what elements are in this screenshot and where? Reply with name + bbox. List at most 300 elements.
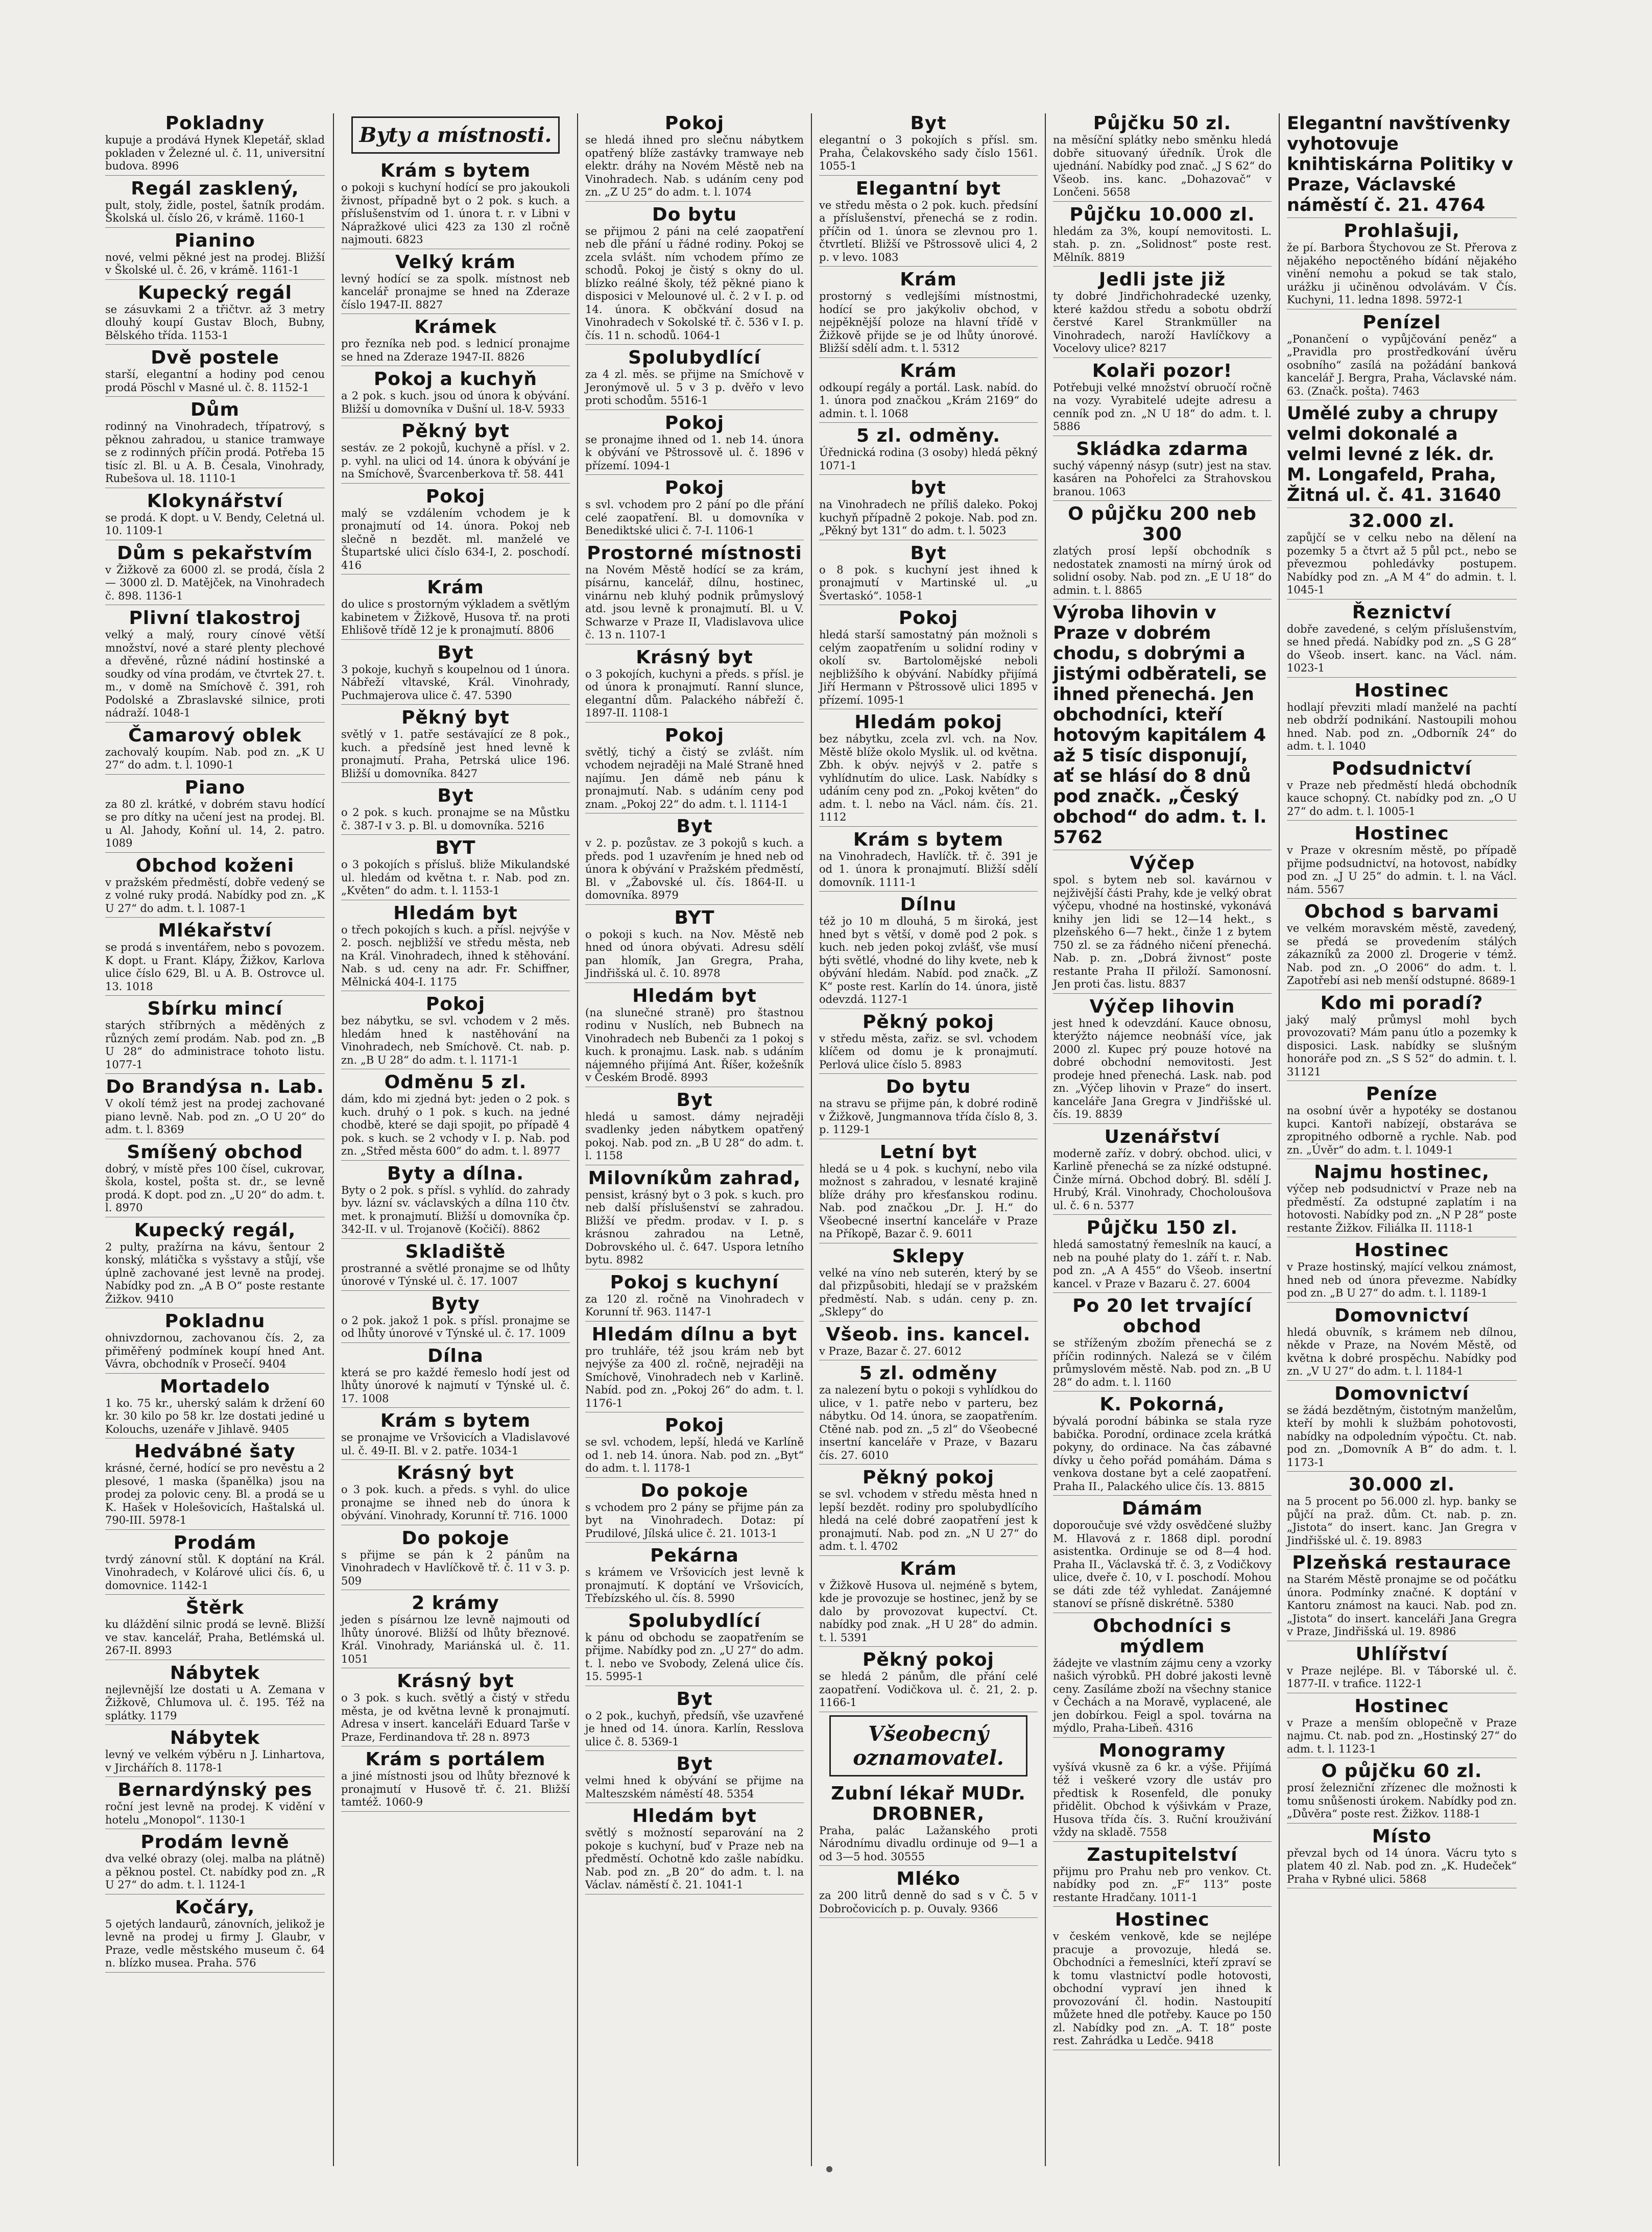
ad-reference-number: 1049-1	[1416, 1143, 1454, 1156]
classified-ad	[105, 856, 325, 918]
classified-ad	[819, 608, 1038, 709]
classified-ad	[585, 817, 804, 905]
ad-text: rodinný na Vinohradech, třípatrový, s pěknou zahradou, u stanice tramwaye se z rodinných příčin prodá. Potřeba 15 tisíc zl. Bl. u A. B. Česala, Vinohrady, Rubešova ul. 18.	[105, 420, 325, 485]
ad-reference-number: 1013-1	[739, 1527, 778, 1540]
classified-ad	[585, 1546, 804, 1608]
ad-body	[105, 420, 325, 486]
ad-reference-number: 1023-1	[1287, 662, 1325, 674]
classified-ad	[1287, 403, 1517, 508]
ad-heading: Spolubydlící	[628, 347, 761, 368]
ad-text: a 2 pok. s kuch. jsou od února k obývání. Bližší u domovníka v Dušní ul. 18-V.	[341, 390, 570, 415]
ad-text: též jo 10 m dlouhá, 5 m široká, jest hned byt s větší, v domě pod 2 pok. s kuch. neb jeden pokoj zvlášť, vše musí býti světlé, vhodné do lihy kvete, neb k obývání hledám. Nabíd. pod značk. „Z K“ poste rest. Karlín do 14. února, jistě odevzdá.	[819, 915, 1038, 1005]
ad-text: malý se vzdálením vchodem je k pronajmutí od 14. února. Pokoj neb slečně n bezdět. ml. manželé ve Štupartské ulici číslo 634-I, 2. poschodí.	[341, 507, 570, 558]
ad-heading: 2 krámy	[412, 1593, 499, 1614]
classified-ad	[1287, 993, 1517, 1082]
ad-text: v Praze neb předměstí hledá obchodník kauce schopný. Ct. nabídky pod zn. „O U 27“ do adm. t. l.	[1287, 779, 1517, 818]
ad-reference-number: 1161-1	[261, 264, 299, 276]
ad-heading: Hledám pokoj	[854, 712, 1002, 733]
classified-ad	[341, 1671, 570, 1746]
ad-body	[1053, 1519, 1272, 1611]
classified-ad	[585, 478, 804, 540]
ad-reference-number: 1011-1	[1160, 1891, 1198, 1904]
column-2	[336, 113, 575, 2166]
ad-body	[1053, 1865, 1272, 1905]
classified-ad	[105, 1533, 325, 1595]
classified-ad	[105, 1898, 325, 1973]
ad-heading: Dílnu	[900, 894, 957, 915]
ad-reference-number: 1184-1	[1425, 1365, 1464, 1377]
ad-text: výčep neb podsudnictví v Praze neb na předměstí. Za odstupné zaplatím i na hotovosti. Nabídky pod zn. „N P 28“ poste restante Žižkov. Filiálka II.	[1287, 1183, 1517, 1234]
ad-heading: Krásný byt	[397, 1462, 514, 1483]
ad-body	[1287, 242, 1517, 307]
ad-reference-number: 1110-1	[199, 472, 237, 485]
ad-body	[341, 806, 570, 832]
ad-reference-number: 1142-1	[171, 1579, 209, 1592]
ad-body	[1287, 701, 1517, 753]
ad-reference-number: 4702	[871, 1540, 898, 1552]
ad-reference-number: 5312	[932, 342, 960, 354]
ad-reference-number: 8689-1	[1478, 974, 1517, 987]
ad-heading: Hledám byt	[632, 1806, 757, 1827]
ad-body	[819, 1889, 1038, 1915]
column-rule	[811, 113, 812, 2166]
ad-heading: Mlékařství	[158, 920, 272, 941]
ad-text: světlý s možností separování na 2 pokoje s kuchyní, buď v Praze neb na předměstí. Ochotně kdo zašle nabídku. Nab. pod zn. „B 20“ do adm. t. l. na Václav. náměstí č. 21.	[585, 1827, 804, 1891]
ad-text: se prodá. K dopt. u V. Bendy, Celetná ul. 10.	[105, 511, 325, 537]
ad-reference-number: 8837	[1158, 978, 1186, 990]
ad-text: Praha, palác Lažanského proti Národnímu divadlu ordinuje od 9—1 a od 3—5 hod.	[819, 1824, 1038, 1863]
ad-heading: Pokladny	[165, 113, 265, 134]
ad-reference-number: 1094-1	[633, 459, 671, 472]
ad-heading: Byt	[910, 113, 947, 134]
ad-reference-number: 1153-1	[190, 329, 229, 342]
ad-body	[1287, 1105, 1517, 1157]
ad-text: starých stříbrných a měděných z různých zemí prodám. Nab. pod zn. „B U 28“ do administrace tohoto listu.	[105, 1019, 325, 1058]
column-rule	[1279, 113, 1280, 2166]
ad-reference-number: 5354	[727, 1787, 754, 1800]
ad-text: o třech pokojích s kuch. a přísl. nejvýše v 2. posch. nejbližší ve středu města, neb na Král. Vinohradech, ihned k stěhování. Nab. s ud. ceny na adr. Fr. Schiffner, Mělnická 404-I.	[341, 923, 570, 988]
ad-reference-number: 1055-1	[819, 160, 857, 172]
ad-reference-number: 8217	[1139, 342, 1167, 354]
column-4	[814, 113, 1043, 2166]
ad-heading: Byt	[676, 1688, 713, 1710]
ad-text: v českém venkově, kde se nejlépe pracuje a provozuje, hledá se. Obchodníci a řemeslníci, kteří zpraví se k tomu vlastnictví podle hotovosti, obchodní vypraví jen ihned k provozování čl. hodin. Nastoupití můžete hned dle potřeby. Kauce po 150 zl. Nabídky pod zn. „A. T. 18“ poste rest. Zahrádka u Ledče.	[1053, 1930, 1272, 2047]
ad-reference-number: 1152-1	[271, 381, 309, 394]
ad-text: odkoupí regály a portál. Lask. nabíd. do 1. února pod značkou „Krám 2169“ do admin. t. l.	[819, 381, 1038, 420]
ad-heading: Hledám byt	[632, 985, 757, 1006]
classified-ad	[105, 921, 325, 996]
ad-text: v Praze, Bazar č. 27.	[819, 1345, 931, 1357]
classified-ad	[585, 1481, 804, 1543]
ad-body	[1287, 1495, 1517, 1547]
classified-ad	[1053, 504, 1272, 599]
ad-text: zachovalý koupím. Nab. pod zn. „K U 27“ do adm. t. l.	[105, 746, 325, 771]
ad-text: bez nábytku, se svl. vchodem v 2 měs. hledám hned k nastěhování na Vinohradech, neb Smíchově. Ct. nab. p. zn. „B U 28“ do adm. t. l.	[341, 1015, 570, 1066]
ad-heading: Pokoj s kuchyní	[610, 1271, 779, 1293]
ad-body	[341, 1015, 570, 1067]
ad-body	[585, 564, 804, 642]
ad-text: s vchodem pro 2 pány se přijme pán za byt na Vinohradech. Dotaz: pí Prudilové, Jílská ulice č. 21.	[585, 1501, 804, 1540]
ad-body	[105, 1618, 325, 1658]
ad-body	[341, 390, 570, 416]
ad-body	[341, 1431, 570, 1457]
ad-reference-number: 5933	[537, 402, 565, 415]
ad-heading: Byt	[437, 642, 474, 663]
ad-heading: Krám s portálem	[365, 1749, 546, 1770]
ad-reference-number: 6011	[946, 1228, 973, 1240]
classified-ad	[1287, 113, 1517, 218]
ad-heading: Výčep lihovin	[1089, 996, 1235, 1017]
ad-reference-number: 1122-1	[1384, 1677, 1423, 1690]
ad-body	[105, 746, 325, 772]
classified-ad	[1053, 1845, 1272, 1907]
ad-heading: Pěkný pokoj	[863, 1011, 994, 1033]
classified-ad	[1287, 681, 1517, 756]
classified-ad	[1053, 270, 1272, 358]
ad-heading: Letní byt	[879, 1141, 977, 1163]
ad-text: velký a malý, roury cínové větší množství, nové a staré plenty plechové a dřevěné, různé nádiní hostinské a soudky od vína prodám, ve čtvrtek 27. t. m., v domě na Smíchově č. 391, roh Podolské a Zbraslavské silnice, proti nádraží.	[105, 629, 325, 719]
ad-text: v Praze nejlépe. Bl. v Táborské ul. č. 1877-II. v trafice.	[1287, 1664, 1517, 1690]
ad-text: dva velké obrazy (olej. malba na plátně) a pěknou postel. Ct. nabídky pod zn. „R U 27“ do adm. t. l.	[105, 1853, 325, 1891]
ad-text: pro řezníka neb pod. s lednicí pronajme se hned na Zderaze 1947-II.	[341, 338, 570, 363]
classified-ad	[1287, 1162, 1517, 1237]
ad-heading: Prodám	[173, 1532, 257, 1553]
ad-text: hledá obuvník, s krámem neb dílnou, někde v Praze, na Novém Městě, od května k dobré prospěchu. Nabídky pod zn. „V U 27“ do adm. t. l.	[1287, 1326, 1517, 1377]
ad-display-text	[1287, 113, 1517, 215]
ad-heading: Domovnictví	[1334, 1383, 1469, 1404]
ad-text: V okolí témž jest na prodej zachované piano levně. Nab. pod zn. „O U 20“ do adm. t. l.	[105, 1097, 325, 1136]
ad-heading: Prodám levně	[140, 1832, 290, 1853]
ad-text: hledá u samost. dámy nejraději svadlenky jeden nábytkem opatřený pokoj. Nab. pod zn. „B U 28“ do adm. t. l.	[585, 1110, 804, 1162]
ad-reference-number: 1045-1	[1287, 584, 1325, 596]
ad-text: bez nábytku, zcela zvl. vch. na Nov. Městě blíže okolo Myslik. ul. od května. Zbh. k obýv. nejvýš v 2. patře s vyhlídnutím do ulice. Lask. Nabídky s udáním ceny pod zn. „Pokoj květen“ do adm. t. l. nebo na Václ. nám. čís. 21.	[819, 733, 1038, 810]
ad-reference-number: 8977	[533, 1145, 561, 1157]
classified-ad	[341, 369, 570, 418]
classified-ad	[819, 1468, 1038, 1556]
ad-reference-number: 7463	[1392, 385, 1420, 397]
classified-ad	[105, 608, 325, 723]
ad-body	[1287, 1665, 1517, 1691]
ad-text: se pronajme ve Vršovicích a Vladislavové ul. č. 49-II. Bl. v 2. patře.	[341, 1431, 570, 1457]
classified-ad	[105, 1142, 325, 1217]
ad-reference-number: 5567	[1317, 883, 1345, 896]
classified-ad	[819, 113, 1038, 176]
ad-text: v Praze hostinský, mající velkou známost, hned neb od února převezme. Nabídky pod zn. „B U 27“ do adm. t. l.	[1287, 1261, 1517, 1299]
classified-ad	[1287, 1644, 1517, 1693]
ad-text: dám, kdo mi zjedná byt: jeden o 2 pok. s kuch. druhý o 1 pok. s kuch. na jedné chodbě, které se daji spojit, po případě 4 pok. s kuch. se 2 vchody v I. p. Nab. pod zn. „Střed města 600“ do adm. t. l.	[341, 1093, 570, 1157]
ad-body	[105, 876, 325, 916]
ad-reference-number: 1009	[538, 1327, 566, 1339]
ad-text: nové, velmi pěkné jest na prodej. Bližší v Školské ul. č. 26, v krámě.	[105, 251, 325, 276]
ad-text: se zásuvkami 2 a třičtvr. až 3 metry dlouhý koupí Gustav Bloch, Bubny, Bělského třída.	[105, 303, 325, 342]
classified-ad	[105, 400, 325, 488]
ad-body	[1287, 844, 1517, 896]
ad-text: se svl. vchodem v středu města hned n lepší bezdět. rodiny pro spolubydlícího hledá na celé dobré zaopatření jest k pronajmutí. Nab. pod zn. „N U 27“ do adm. t. l.	[819, 1488, 1038, 1552]
ad-reference-number: 1160	[1144, 1376, 1171, 1388]
ad-text: světlý, tichý a čistý se zvlášt. ním vchodem nejraději na Malé Straně hned najímu. Jen dámě neb pánu k pronajmutí. Nab. s udáním ceny pod znam. „Pokoj 22“ do adm. t. l.	[585, 746, 804, 810]
ad-body	[1287, 532, 1517, 597]
classified-ad	[585, 1090, 804, 1165]
ad-body	[819, 290, 1038, 355]
classified-ad	[819, 478, 1038, 540]
ad-body	[1053, 1657, 1272, 1735]
ad-heading: Místo	[1372, 1826, 1432, 1847]
ad-heading: Všeob. ins. kancel.	[826, 1324, 1031, 1345]
ad-body	[819, 915, 1038, 1006]
ad-body	[1287, 922, 1517, 988]
ad-heading: Pěkný byt	[401, 707, 510, 728]
ad-reference-number: 1064-1	[683, 329, 721, 342]
ad-text: jest hned k odevzdání. Kauce obnosu, kterýžto nájemce neobnáší více, jak 2000 zl. Kupec prý pouze hotové na dobré obchodní nemovitosti. Jest prodeje hned přenechá. Lask. nab. pod zn. „Výčep lihovin v Praze“ do insert. kanceláře Jana Gregra v Jindřišské ul. čís. 19.	[1053, 1017, 1272, 1120]
ad-text: v pražském předměstí, dobře vedený se z volné ruky prodá. Nabídky pod zn. „K U 27“ do adm. t. l.	[105, 876, 325, 915]
ad-body	[105, 941, 325, 993]
ad-text: krásné, černé, hodící se pro nevěstu a 2 plesové, 1 maska (španělka) jsou na prodej za polovic ceny. Bl. a prodá se u K. Hašek v Holešovicích, Haštalská ul. 790-III.	[105, 1462, 325, 1526]
ad-reference-number: 8970	[115, 1202, 143, 1214]
ad-heading: Dvě postele	[151, 347, 279, 368]
ad-body	[105, 1918, 325, 1970]
ad-heading: Byty a dílna.	[387, 1163, 524, 1184]
classified-ad	[819, 830, 1038, 892]
ad-body	[1287, 1326, 1517, 1378]
ad-text: jaký malý průmysl mohl bych provozovati? Mám panu útlo a pozemky k disposici. Lask. nabídky se slušným honoráře pod zn. „S S 52“ do admin. t. l.	[1287, 1013, 1517, 1065]
ad-reference-number: 6823	[396, 233, 423, 246]
ad-reference-number: 576	[235, 1957, 256, 1969]
column-4-after-ads	[819, 1784, 1038, 1918]
classified-ad	[1287, 1475, 1517, 1550]
section-header-byty: Byty a místnosti.	[351, 116, 560, 154]
ad-reference-number: 5762	[1053, 827, 1103, 848]
ad-reference-number: 8983	[934, 1058, 962, 1071]
ad-reference-number: 8993	[680, 1071, 708, 1084]
ad-reference-number: 5886	[1053, 420, 1081, 433]
ad-body	[1053, 290, 1272, 355]
classified-ad	[105, 1077, 325, 1139]
ad-heading: 30.000 zl.	[1348, 1474, 1455, 1495]
ad-heading: Do Brandýsa n. Lab.	[106, 1076, 324, 1097]
ad-body	[341, 1614, 570, 1666]
ad-heading: Mléko	[896, 1868, 961, 1889]
column-rule	[333, 113, 334, 2166]
ad-body	[1287, 1261, 1517, 1300]
ad-reference-number: 4316	[1166, 1722, 1193, 1734]
ad-text: hledám za 3%, koupí nemovitosti. L. stah. p. zn. „Solidnost“ poste rest. Mělník.	[1053, 225, 1272, 263]
ad-reference-number: 1107-1	[629, 629, 667, 641]
ad-text: o 3 pok. s kuch. světlý a čistý v středu města, je od května levně k pronajmutí. Adresa v insert. kanceláři Eduard Tarše v Praze, Ferdinandova tř. 28 n.	[341, 1692, 570, 1743]
ad-body	[105, 1462, 325, 1527]
ad-reference-number: 1129-1	[832, 1123, 871, 1136]
ad-heading: Hedvábné šaty	[134, 1441, 296, 1462]
ad-body	[1053, 545, 1272, 597]
ad-reference-number: 5868	[1399, 1873, 1427, 1885]
ad-reference-number: 8826	[497, 350, 525, 363]
ad-text: v 2. p. pozůstav. ze 3 pokojů s kuch. a předs. pod 1 uzavřením je hned neb od února k obývání v Pražském předměstí, Bl. v „Žabovské ul. čís. 1864-II. u domovníka.	[585, 837, 804, 901]
ad-text: ku dláždění silnic prodá se levně. Bližší ve stav. kancelář, Praha, Betlémská ul. 267-II.	[105, 1618, 325, 1657]
ad-body	[585, 498, 804, 538]
ad-body	[585, 434, 804, 473]
ad-reference-number: 4764	[1435, 195, 1486, 215]
classified-ad	[1053, 1741, 1272, 1842]
classified-ad	[341, 1242, 570, 1291]
classified-ad	[585, 205, 804, 345]
ad-reference-number: 8982	[616, 1254, 644, 1266]
ad-reference-number: 1041-1	[705, 1879, 744, 1891]
ad-heading: Najmu hostinec,	[1314, 1162, 1490, 1183]
classified-ad	[819, 1142, 1038, 1243]
ad-body	[585, 837, 804, 902]
classified-ad	[1287, 1084, 1517, 1159]
ad-reference-number: 5516-1	[670, 394, 708, 406]
ad-heading: Sbírku mincí	[147, 998, 283, 1019]
ad-text: velké na víno neb suterén, který by se dal přizpůsobiti, hledají se v pražském předměstí. Nab. s udán. ceny p. zn. „Sklepy“ do	[819, 1266, 1038, 1318]
ad-heading: Plivní tlakostroj	[129, 608, 301, 629]
ad-text: za 120 zl. ročně na Vinohradech v Korunní tř. 963.	[585, 1292, 804, 1318]
ad-reference-number: 5380	[1206, 1597, 1234, 1610]
ad-text: hledá se u 4 pok. s kuchyní, nebo vila možnost s zahradou, v lesnaté krajině blíže dráhy pro křesťanskou rodinu. Nab. pod značkou „Dr. J. H.“ do Všeobecné insertní kanceláře v Praze na Příkopě, Bazar č. 9.	[819, 1162, 1038, 1240]
ad-body	[819, 134, 1038, 173]
ad-reference-number: 1083	[871, 251, 899, 263]
ad-text: jeden s písárnou lze levně najmouti od lhůty únorové. Bližší od lhůty březnové. Král. Vinohrady, Mariánská ul. č. 11.	[341, 1614, 570, 1652]
ad-body	[819, 1825, 1038, 1864]
ad-reference-number: 9418	[1186, 2034, 1214, 2047]
ad-text: nejlevnější lze dostati u A. Zemana v Žižkově, Chlumova ul. č. 195. Též na splátky.	[105, 1683, 325, 1722]
ad-body	[341, 1366, 570, 1406]
ad-body	[585, 1006, 804, 1085]
classified-ad	[1287, 759, 1517, 821]
classified-ad	[819, 1784, 1038, 1866]
classified-ad	[1053, 1616, 1272, 1738]
ad-reference-number: 5990	[707, 1592, 735, 1604]
ad-heading: Pokoj	[425, 994, 486, 1015]
ad-text: přijmu pro Prahu neb pro venkov. Ct. nabídky pod zn. „F“ 113“ poste restante Hradčany.	[1053, 1865, 1272, 1904]
column-4-ads	[819, 113, 1038, 1712]
ad-text: žádejte ve vlastním zájmu ceny a vzorky našich výrobků. PH dobré jakosti levně ceny. Zasíláme zboží na všechny stanice v Čechách a na Moravě, vyplacené, ale jen dobírkou. Feigl a spol. továrna na mýdlo, Praha-Libeň.	[1053, 1657, 1272, 1734]
ad-heading: Pokoj	[425, 486, 486, 507]
ad-body	[585, 1631, 804, 1684]
ad-heading: Smíšený obchod	[127, 1141, 303, 1163]
ad-reference-number: 1074	[724, 186, 752, 198]
ad-body	[585, 1345, 804, 1410]
ad-reference-number: 31121	[1287, 1065, 1321, 1078]
classified-ad	[105, 1728, 325, 1777]
ad-heading: Milovníkům zahrad,	[588, 1167, 801, 1189]
ad-reference-number: 1095-1	[867, 693, 905, 706]
ad-reference-number: 8862	[513, 1223, 541, 1235]
ad-text: se prodá s inventářem, nebo s povozem. K dopt. u Frant. Klápy, Žižkov, Karlova ulice číslo 629, Bl. u A. B. Ostrovce ul. 13.	[105, 941, 325, 993]
classified-ad	[341, 487, 570, 575]
ad-heading: Pěkný pokoj	[863, 1649, 994, 1670]
ad-text: Úřednická rodina (3 osoby) hledá pěkný	[819, 446, 1038, 459]
ad-heading: Mortadelo	[159, 1376, 271, 1397]
ad-text: o pokoji s kuchyní hodící se pro jakoukoli živnost, případně byt o 2 pok. s kuch. a příslušenstvím od 1. února t. r. v Libni v Nápražkové ulici 423 za 130 zl ročně najmouti.	[341, 181, 570, 246]
classified-ad	[1053, 997, 1272, 1124]
classified-ad	[1053, 1395, 1272, 1496]
ad-heading: BYT	[674, 907, 715, 928]
classified-ad	[819, 179, 1038, 267]
ad-text: levný ve velkém výběru n J. Linhartova, v Jirchářích 8.	[105, 1748, 325, 1774]
ad-heading: Půjčku 50 zl.	[1093, 113, 1232, 134]
classified-ad	[105, 1442, 325, 1530]
ad-body	[1053, 1930, 1272, 2048]
ad-text: pro truhláře, též jsou krám neb byt nejvýše za 400 zl. ročně, nejraději na Smíchově, Vinohradech neb v Karlině. Nabíd. pod zn. „Pokoj 26“ do adm. t. l.	[585, 1345, 804, 1396]
ad-body	[105, 1019, 325, 1071]
ad-text: v Žižkově Husova ul. nejméně s bytem, kde je provozuje se hostinec, jenž by se dalo by provozovat kupectví. Ct. nabídky pod znak. „H U 28“ do admin. t. l.	[819, 1579, 1038, 1644]
ad-display-title: Umělé zuby a chrupy velmi dokonalé a velmi levné z lék. dr. M. Longafeld, Praha, Žitná ul. č. 41.	[1287, 403, 1498, 506]
ad-text: pult, stoly, židle, postel, šatník prodám. Školská ul. číslo 26, v krámě.	[105, 199, 325, 224]
ad-text: roční jest levně na prodej. K vidění v hotelu „Monopol“.	[105, 1801, 325, 1826]
ad-reference-number: 1166-1	[819, 1696, 857, 1709]
classified-ad	[819, 1012, 1038, 1074]
classified-ad	[105, 1832, 325, 1894]
ad-body	[341, 1692, 570, 1744]
ad-body	[585, 1774, 804, 1801]
ad-body	[1287, 623, 1517, 675]
classified-ad	[819, 361, 1038, 423]
ad-text: za 80 zl. krátké, v dobrém stavu hodící se pro dítky na učení jest na prodej. Bl. u Al. Jahody, Koňní ul. 14, 2. patro.	[105, 798, 325, 836]
ad-heading: Pokoj	[898, 608, 959, 629]
ad-heading: Obchod koženi	[135, 855, 295, 876]
ad-heading: Hostinec	[1354, 1695, 1449, 1717]
ad-body	[819, 199, 1038, 265]
ad-body	[341, 442, 570, 481]
ad-heading: Hledám byt	[393, 902, 518, 924]
ad-text: v Praze v okresním městě, po případě přijme podsudnictví, na hotovost, nabídky pod zn. „J U 25“ do admin. t. l. na Václ. nám.	[1287, 844, 1517, 896]
classified-ad	[585, 1415, 804, 1478]
ad-reference-number: 9410	[146, 1292, 174, 1305]
ad-body	[585, 1293, 804, 1319]
ad-heading: Nábytek	[170, 1727, 260, 1748]
ad-heading: Krásný byt	[636, 646, 753, 668]
ad-body	[105, 1332, 325, 1371]
ad-reference-number: 5390	[485, 689, 512, 702]
ad-heading: BYT	[435, 837, 476, 858]
ad-text: ty dobré Jindřichohradecké uzenky, které každou středu a sobotu obdrží čerstvé Karel Strankmüller na Vinohradech, naroží Havlíčkovy a Vocelovy ulice?	[1053, 290, 1272, 354]
ad-reference-number: 1127-1	[870, 993, 908, 1005]
ad-heading: O půjčku 60 zl.	[1321, 1761, 1482, 1782]
classified-ad	[1053, 853, 1272, 994]
punch-hole-decoration	[826, 2166, 832, 2172]
ad-heading: Podsudnictví	[1331, 758, 1472, 779]
ad-body	[819, 629, 1038, 707]
classified-ad	[341, 1593, 570, 1668]
ad-heading: Půjčku 10.000 zl.	[1069, 204, 1255, 225]
ad-body	[1287, 779, 1517, 819]
ad-heading: Prostorné místnosti	[587, 542, 802, 564]
ad-reference-number: 31640	[1439, 485, 1501, 506]
ad-heading: Hostinec	[1354, 680, 1449, 701]
ad-body	[341, 598, 570, 637]
ad-reference-number: 8369	[157, 1123, 184, 1136]
ad-display-text	[1053, 603, 1272, 848]
classified-ad	[105, 231, 325, 280]
ad-body	[585, 1710, 804, 1749]
ad-heading: Pokoj	[664, 477, 725, 498]
ad-text: na osobní úvěr a hypotéky se dostanou kupci. Kantoři nabízejí, obstaráva se zpropitného odborně a rychle. Nab. pod zn. „Úvěr“ do adm. t. l.	[1287, 1105, 1517, 1156]
ad-text: za 4 zl. měs. se přijme na Smíchově v Jeronýmově ul. 5 v 3 p. dvěřo v levo proti schodům.	[585, 368, 804, 406]
classified-ad	[819, 426, 1038, 475]
classified-ad	[1287, 1696, 1517, 1759]
ad-heading: Hostinec	[1354, 1240, 1449, 1261]
ad-body	[585, 225, 804, 343]
ad-text: na měsíční splátky nebo směnku hledá dobře situovaný úředník. Úrok dle ujednání. Nabídky pod znač. „J S 62“ do Všeob. ins. kanc. „Dohazovač“ v Lončeni.	[1053, 134, 1272, 198]
ad-reference-number: 8839	[1095, 1108, 1123, 1120]
ad-text: o 3 pok. kuch. a předs. s vyhl. do ulice pronajme se ihned neb do února k obývání. Vinohrady, Korunní tř. 716.	[341, 1483, 570, 1522]
ad-reference-number: 1123-1	[1338, 1742, 1377, 1755]
ad-heading: Bernardýnský pes	[117, 1780, 313, 1801]
ad-display-title: Elegantní navštívenky vyhotovuje knihtiskárna Politiky v Praze, Václavské náměstí č. 21.	[1287, 113, 1514, 215]
classified-ad	[105, 491, 325, 540]
classified-ad	[1053, 1218, 1272, 1293]
ad-heading: Byt	[676, 1754, 713, 1774]
